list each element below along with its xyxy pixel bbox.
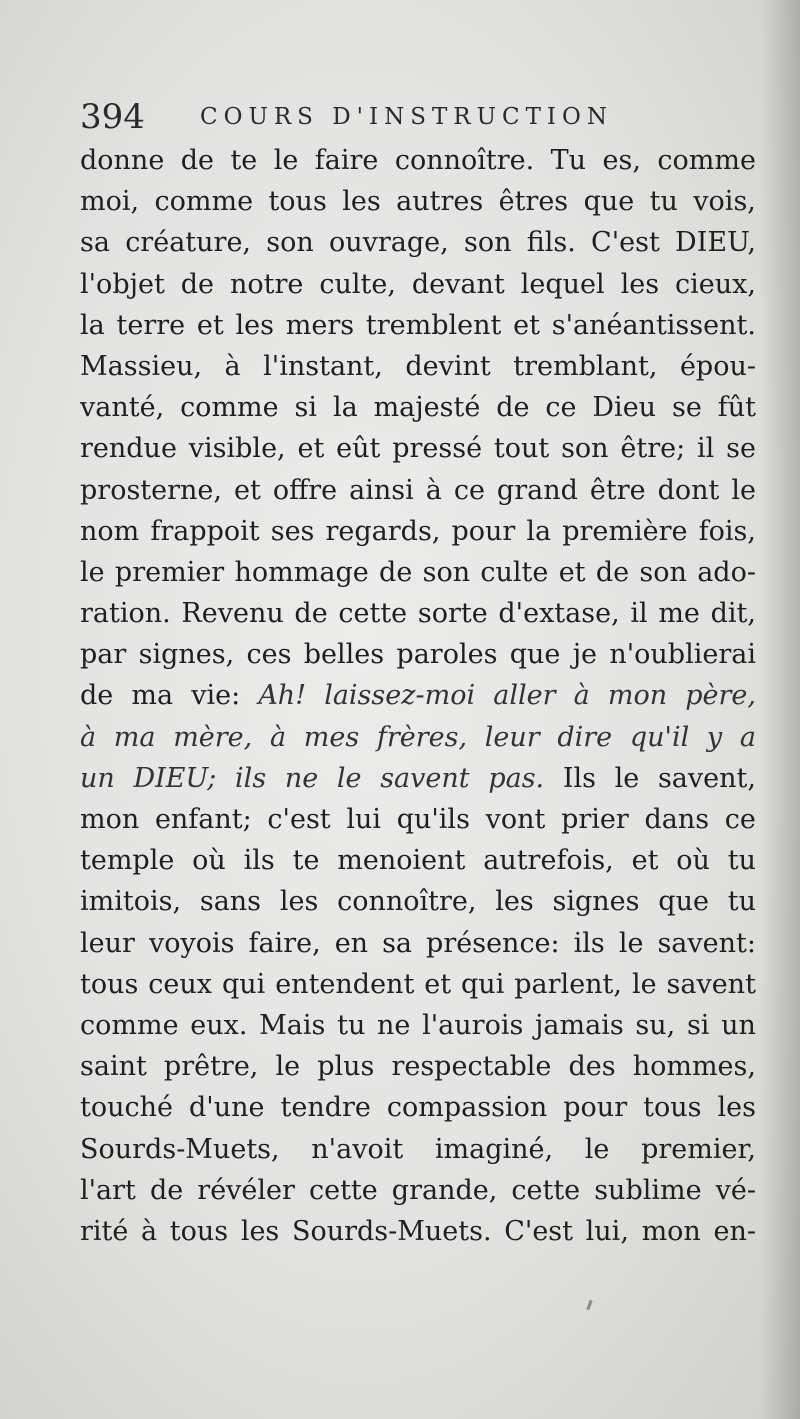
word: savent <box>666 968 756 1000</box>
word: signes, <box>138 639 235 671</box>
word: comme <box>80 1009 179 1041</box>
word: ouvrage, <box>328 227 449 259</box>
word: Ah! <box>258 680 307 712</box>
word: tu <box>337 1009 366 1041</box>
word: te <box>230 145 258 176</box>
word: vie: <box>191 680 241 712</box>
word: mon <box>80 804 140 835</box>
word: qu'il <box>629 721 690 753</box>
word: où <box>192 845 226 877</box>
text-line <box>80 634 756 675</box>
word: vé- <box>715 1174 756 1206</box>
word: frères, <box>376 721 468 753</box>
word: et <box>297 433 325 465</box>
word: pas. <box>488 762 545 794</box>
text-line <box>80 552 756 593</box>
word: temple <box>80 845 175 877</box>
word: touché <box>80 1092 173 1124</box>
word: si <box>686 1009 710 1041</box>
word: devint <box>405 350 491 382</box>
word: prêtre, <box>163 1051 259 1083</box>
word: n'oublierai <box>609 639 756 671</box>
word: de <box>496 392 530 424</box>
word: et <box>233 474 261 506</box>
word: cette <box>338 598 408 630</box>
word: faire <box>314 145 379 176</box>
word: plus <box>317 1051 375 1083</box>
word: tremblent <box>365 309 502 341</box>
word: culte, <box>319 268 396 300</box>
word: saint <box>80 1051 147 1083</box>
word: offre <box>272 474 338 506</box>
word: le <box>273 145 299 176</box>
margin-mark <box>586 1300 592 1310</box>
word: savent <box>380 762 470 794</box>
word: hommage <box>234 556 369 588</box>
word: me <box>658 598 700 630</box>
text-line <box>80 470 756 511</box>
word: savent, <box>657 762 756 794</box>
word: su, <box>635 1009 676 1041</box>
word: fils. <box>526 227 576 259</box>
word: lequel <box>520 268 605 300</box>
word: dont <box>657 474 720 506</box>
word: présence: <box>426 927 560 959</box>
word: mon <box>641 1215 701 1247</box>
word: à <box>141 1215 158 1247</box>
word: fois, <box>698 515 756 547</box>
word: ces <box>246 639 292 671</box>
text-line <box>80 758 756 799</box>
text-line <box>80 428 756 469</box>
text-line <box>80 1170 756 1211</box>
text-line <box>80 717 756 758</box>
word: frappoit <box>150 515 260 547</box>
word: l'art <box>80 1174 136 1206</box>
word: ceux <box>148 968 213 1000</box>
word: parlent, <box>514 968 622 1000</box>
word: tous <box>268 186 327 218</box>
word: rité <box>80 1215 129 1247</box>
word: DIEU, <box>675 227 756 259</box>
word: moi, <box>80 186 140 218</box>
word: Dieu <box>592 392 657 424</box>
word: ses <box>270 515 315 547</box>
word: cieux, <box>675 268 756 300</box>
word: épou- <box>679 350 756 382</box>
word: te <box>292 845 320 877</box>
word: un <box>721 1009 756 1041</box>
word: de <box>180 145 214 176</box>
word: ce <box>724 804 756 835</box>
word: qui <box>461 968 505 1000</box>
text-line <box>80 511 756 552</box>
word: son <box>639 556 687 588</box>
word: créature, <box>125 227 251 259</box>
text-line <box>80 799 756 840</box>
text-line <box>80 1087 756 1128</box>
word: jamais <box>535 1009 624 1041</box>
word: tendre <box>280 1092 371 1124</box>
text-line <box>80 964 756 1005</box>
word: entendent <box>275 968 415 1000</box>
word: sa <box>80 227 110 259</box>
text-line <box>80 675 756 716</box>
word: en <box>334 927 369 959</box>
word: grand <box>496 474 578 506</box>
word: de <box>595 556 630 588</box>
word: ne <box>377 1009 411 1041</box>
word: ce <box>545 392 577 424</box>
word: où <box>676 845 710 877</box>
text-line <box>80 140 756 181</box>
text-line <box>80 840 756 881</box>
word: d'extase, <box>498 598 620 630</box>
word: ne <box>284 762 319 794</box>
word: ils <box>573 927 605 959</box>
word: se <box>671 392 702 424</box>
word: dire <box>557 721 613 753</box>
word: belles <box>303 639 385 671</box>
word: ma <box>131 680 174 712</box>
word: fût <box>717 392 756 424</box>
word: être <box>589 474 646 506</box>
word: aller <box>493 680 556 712</box>
word: hommes, <box>632 1051 756 1083</box>
word: le <box>618 927 644 959</box>
word: sa <box>382 927 413 959</box>
text-line <box>80 1046 756 1087</box>
word: mers <box>285 309 355 341</box>
word: et <box>558 556 586 588</box>
word: la <box>332 392 358 424</box>
word: connoître. <box>394 145 535 176</box>
word: les <box>342 186 381 218</box>
word: d'une <box>189 1092 265 1124</box>
word: prier <box>561 804 629 835</box>
word: c'est <box>267 804 331 835</box>
word: paroles <box>396 639 498 671</box>
word: les <box>717 1092 756 1124</box>
word: comme <box>154 186 254 218</box>
word: a <box>739 721 756 753</box>
word: qu'ils <box>396 804 470 835</box>
running-head: COURS D'INSTRUCTION <box>200 104 613 130</box>
word: y <box>706 721 723 753</box>
word: ainsi <box>349 474 414 506</box>
word: père, <box>685 680 756 712</box>
word: à <box>425 474 442 506</box>
word: visible, <box>188 433 286 465</box>
word: mère, <box>173 721 253 753</box>
word: l'aurois <box>422 1009 524 1041</box>
word: son <box>266 227 314 259</box>
word: révéler <box>197 1174 295 1206</box>
word: Massieu, <box>80 350 203 382</box>
word: comme <box>180 392 279 424</box>
word: comme <box>657 145 756 176</box>
word: de <box>149 1174 184 1206</box>
word: Tu <box>550 145 587 176</box>
word: mes <box>303 721 360 753</box>
body-text <box>80 140 756 1252</box>
word: DIEU; <box>133 762 217 794</box>
word: grande, <box>391 1174 498 1206</box>
word: les <box>235 309 274 341</box>
word: de <box>180 268 215 300</box>
word: tous <box>169 1215 229 1247</box>
text-line <box>80 264 756 305</box>
word: ma <box>113 721 156 753</box>
word: de <box>379 556 413 588</box>
word: respectable <box>391 1051 552 1083</box>
word: premier <box>114 556 225 588</box>
word: tout <box>493 433 550 465</box>
word: faire, <box>248 927 321 959</box>
word: s'anéantissent. <box>551 309 756 341</box>
word: les <box>495 886 534 918</box>
text-line <box>80 923 756 964</box>
word: dit, <box>710 598 756 630</box>
word: leur <box>484 721 540 753</box>
word: voyois <box>148 927 235 959</box>
word: ado- <box>697 556 756 588</box>
word: menoient <box>337 845 466 877</box>
word: connoître, <box>337 886 477 918</box>
word: C'est <box>504 1215 573 1247</box>
word: cette <box>511 1174 581 1206</box>
page-edge-shadow <box>760 0 800 1419</box>
word: regards, <box>325 515 441 547</box>
word: sans <box>199 886 262 918</box>
word: la <box>526 515 552 547</box>
word: nom <box>80 515 140 547</box>
word: première <box>562 515 688 547</box>
word: leur <box>80 927 135 959</box>
word: ils <box>235 762 267 794</box>
word: et <box>424 968 452 1000</box>
word: les <box>240 1215 280 1247</box>
word: un <box>80 762 115 794</box>
word: le <box>614 762 640 794</box>
word: laissez-moi <box>324 680 476 712</box>
word: les <box>279 886 319 918</box>
word: culte <box>480 556 549 588</box>
text-line <box>80 181 756 222</box>
word: de <box>294 598 328 630</box>
word: l'objet <box>80 268 165 300</box>
text-line <box>80 346 756 387</box>
word: tremblant, <box>513 350 658 382</box>
word: et <box>513 309 540 341</box>
word: ce <box>453 474 485 506</box>
word: tous <box>80 968 139 1000</box>
word: le <box>80 556 105 588</box>
word: majesté <box>373 392 481 424</box>
word: enfant; <box>154 804 252 835</box>
word: en- <box>713 1215 756 1247</box>
word: être; <box>620 433 686 465</box>
word: vois, <box>693 186 756 218</box>
word: signes <box>552 886 640 918</box>
word: vont <box>485 804 546 835</box>
word: lui <box>346 804 382 835</box>
word: pressé <box>392 433 483 465</box>
text-line <box>80 1129 756 1170</box>
word: son <box>561 433 609 465</box>
word: des <box>568 1051 616 1083</box>
word: dans <box>644 804 710 835</box>
word: prosterne, <box>80 474 222 506</box>
word: eût <box>336 433 381 465</box>
text-line <box>80 1005 756 1046</box>
word: à <box>224 350 241 382</box>
word: autres <box>396 186 484 218</box>
word: et <box>196 309 224 341</box>
word: premier, <box>641 1133 756 1165</box>
text-line <box>80 1211 756 1252</box>
page-header <box>80 95 770 139</box>
word: tu <box>727 845 756 877</box>
word: rendue <box>80 433 177 465</box>
word: Sourds-Muets. <box>291 1215 492 1247</box>
word: à <box>269 721 287 753</box>
word: cette <box>308 1174 378 1206</box>
word: se <box>726 433 756 465</box>
word: je <box>572 639 598 671</box>
word: Mais <box>259 1009 326 1041</box>
word: devant <box>411 268 505 300</box>
word: son <box>422 556 471 588</box>
word: tous <box>643 1092 702 1124</box>
word: pour <box>451 515 516 547</box>
word: si <box>294 392 318 424</box>
word: êtres <box>498 186 569 218</box>
word: à <box>573 680 590 712</box>
word: terre <box>116 309 186 341</box>
word: par <box>80 639 127 671</box>
word: que <box>509 639 561 671</box>
word: le <box>336 762 362 794</box>
word: que <box>658 886 709 918</box>
word: imitois, <box>80 886 182 918</box>
word: le <box>731 474 756 506</box>
word: eux. <box>190 1009 248 1041</box>
word: de <box>80 680 114 712</box>
word: tu <box>727 886 756 918</box>
word: es, <box>602 145 641 176</box>
word: Revenu <box>181 598 284 630</box>
word: donne <box>80 145 165 176</box>
word: son <box>463 227 512 259</box>
word: les <box>620 268 660 300</box>
text-line <box>80 305 756 346</box>
text-line <box>80 387 756 428</box>
word: autrefois, <box>483 845 614 877</box>
word: imaginé, <box>434 1133 554 1165</box>
word: à <box>80 721 97 753</box>
word: qui <box>221 968 266 1000</box>
word: la <box>80 309 105 341</box>
text-line <box>80 222 756 263</box>
text-line <box>80 881 756 922</box>
word: le <box>584 1133 610 1165</box>
word: l'instant, <box>263 350 383 382</box>
word: sorte <box>417 598 488 630</box>
word: le <box>631 968 657 1000</box>
word: ration. <box>80 598 171 630</box>
word: compassion <box>386 1092 548 1124</box>
word: pour <box>563 1092 628 1124</box>
word: lui, <box>585 1215 629 1247</box>
word: Ils <box>562 762 596 794</box>
word: il <box>630 598 648 630</box>
word: tu <box>649 186 678 218</box>
word: ils <box>243 845 275 877</box>
word: savent: <box>657 927 756 959</box>
word: C'est <box>591 227 660 259</box>
word: Sourds-Muets, <box>80 1133 280 1165</box>
word: mon <box>607 680 668 712</box>
word: que <box>583 186 635 218</box>
word: sublime <box>594 1174 702 1206</box>
word: et <box>631 845 659 877</box>
word: notre <box>230 268 304 300</box>
text-line <box>80 593 756 634</box>
word: n'avoit <box>311 1133 404 1165</box>
word: le <box>275 1051 301 1083</box>
word: il <box>697 433 715 465</box>
word: vanté, <box>80 392 165 424</box>
page-number: 394 <box>80 97 145 137</box>
